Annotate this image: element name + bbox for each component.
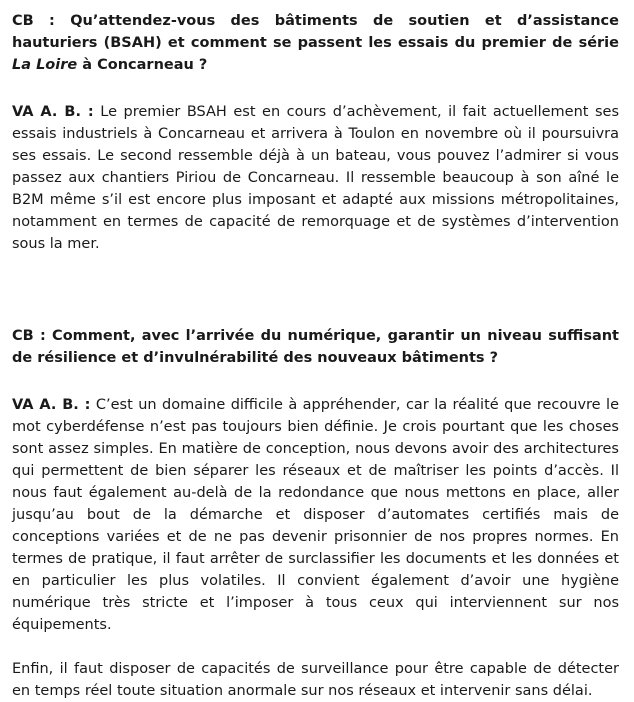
question-2 — [12, 325, 619, 369]
answer-2-continued — [12, 658, 619, 702]
answer-1-text: Le premier BSAH est en cours d’achèvement, il fait actuellement ses essais industriels à Concarneau et arrivera à Toulon en novembre où il poursuivra ses essais. Le second ressemble déjà à un bateau, vous pouvez l’admirer si vous passez aux chantiers Piriou de Concarneau. Il ressemble beaucoup à son aîné le B2M même s’il est encore plus imposant et adapté aux missions métropolitaines, notamment en termes de capacité de remorquage et de systèmes d’intervention sous la mer. — [12, 104, 620, 252]
question-1-text: Qu’attendez-vous des bâtiments de soutien et d’assistance hauturiers (BSAH) et comment se passent les essais du premier de série — [12, 13, 619, 51]
question-2-speaker: CB : — [12, 328, 46, 344]
answer-2-continued-text: Enfin, il faut disposer de capacités de surveillance pour être capable de détecter en temps réel toute situation anormale sur nos réseaux et intervenir sans délai. — [12, 661, 619, 699]
question-1-text-end: à Concarneau ? — [82, 57, 208, 73]
answer-1-speaker: VA A. B. : — [12, 104, 94, 120]
answer-2-text: C’est un domaine difficile à appréhender, car la réalité que recouvre le mot cyberdéfense n’est pas toujours bien définie. Je crois pourtant que les choses sont assez simples. En matière de conception, nous devons avoir des architectures qui permettent de bien séparer les réseaux et de maîtriser les points d’accès. Il nous faut également au-delà de la redondance que nous mettons en place, aller jusqu’au bout de la démarche et disposer d’automates certifiés mais de conceptions variées et de ne pas devenir prisonnier de nos propres normes. En termes de pratique, il faut arrêter de surclassifier les documents et les données et en particulier les plus volatiles. Il convient également d’avoir une hygiène numérique très stricte et l’imposer à tous ceux qui interviennent sur nos équipements. — [12, 397, 619, 633]
question-1-speaker: CB : — [12, 13, 55, 29]
answer-2-speaker: VA A. B. : — [12, 397, 91, 413]
answer-1 — [12, 101, 619, 255]
ship-name: La Loire — [12, 57, 78, 73]
question-1 — [12, 10, 619, 76]
question-2-text: Comment, avec l’arrivée du numérique, garantir un niveau suffisant de résilience et d’invulnérabilité des nouveaux bâtiments ? — [12, 328, 619, 366]
answer-2 — [12, 394, 619, 636]
